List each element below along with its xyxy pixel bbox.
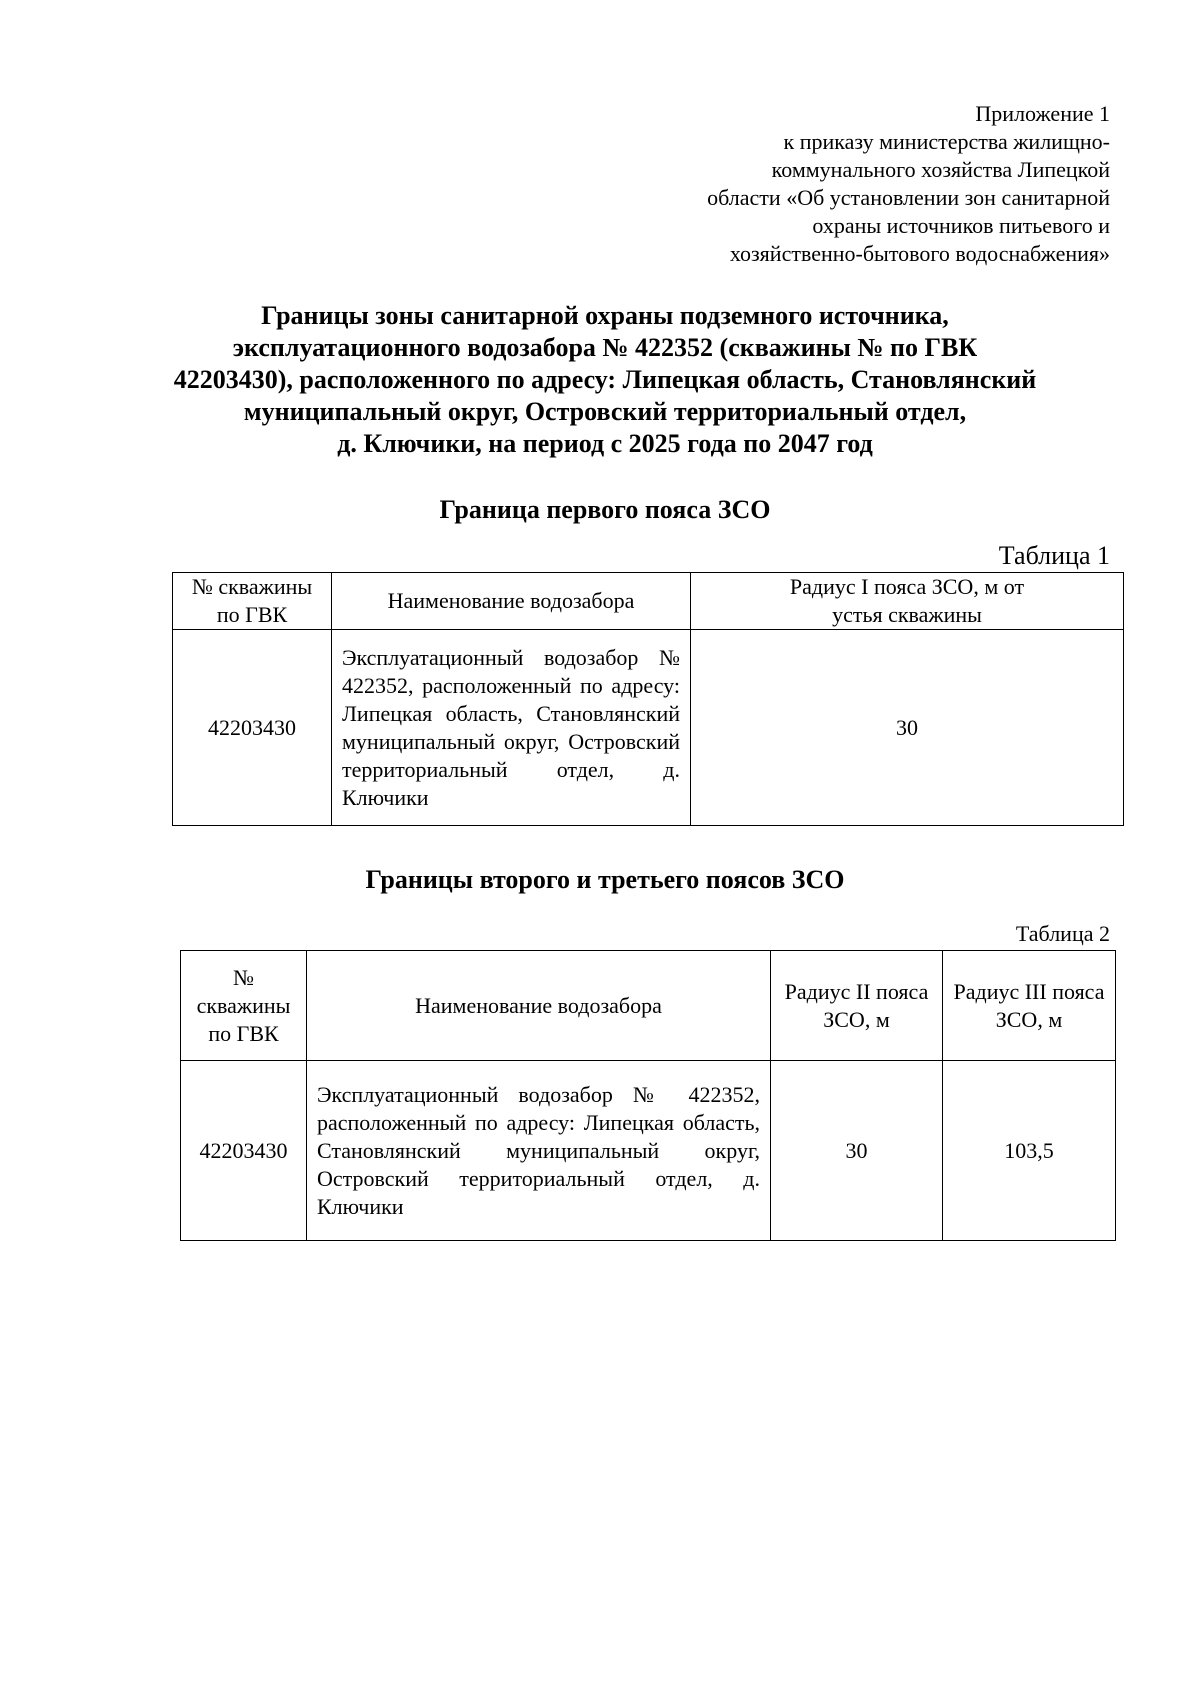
section2-title: Границы второго и третьего поясов ЗСО xyxy=(365,865,845,894)
appendix-line: охраны источников питьевого и xyxy=(812,213,1110,238)
title-line: муниципальный округ, Островский территориальный отдел, xyxy=(243,397,967,426)
title-line: 42203430), расположенного по адресу: Липецкая область, Становлянский xyxy=(173,365,1037,394)
table1-cell-name: Эксплуатационный водозабор № 422352, расположенный по адресу: Липецкая область, Становлянский муниципальный округ, Островский территориальный отдел, д. Ключики xyxy=(332,630,691,826)
title-line: д. Ключики, на период с 2025 года по 2047 год xyxy=(337,429,873,458)
table1-cell-well: 42203430 xyxy=(173,630,332,826)
table2-cell-radius2: 30 xyxy=(771,1061,943,1241)
table2-header-name: Наименование водозабора xyxy=(307,951,771,1061)
table-2 xyxy=(180,950,1116,1241)
table2-cell-well: 42203430 xyxy=(181,1061,307,1241)
table1-header-radius: Радиус I пояса ЗСО, м от устья скважины xyxy=(691,573,1124,630)
table-row xyxy=(173,630,1124,826)
table2-header-radius2: Радиус II пояса ЗСО, м xyxy=(771,951,943,1061)
table2-cell-name: Эксплуатационный водозабор № 422352, расположенный по адресу: Липецкая область, Становлянский муниципальный округ, Островский территориальный отдел, д. Ключики xyxy=(307,1061,771,1241)
section1-title: Граница первого пояса ЗСО xyxy=(439,495,771,524)
appendix-line: к приказу министерства жилищно- xyxy=(783,129,1110,154)
table1-header-well: № скважины по ГВК xyxy=(173,573,332,630)
table-row xyxy=(181,1061,1116,1241)
table2-header-row xyxy=(181,951,1116,1061)
table2-cell-radius3: 103,5 xyxy=(943,1061,1116,1241)
appendix-line: хозяйственно-бытового водоснабжения» xyxy=(729,241,1110,266)
title-line: Границы зоны санитарной охраны подземного источника, xyxy=(261,301,949,330)
appendix-line: области «Об установлении зон санитарной xyxy=(707,185,1110,210)
table-1 xyxy=(172,572,1124,826)
table1-cell-radius: 30 xyxy=(691,630,1124,826)
table1-header-row xyxy=(173,573,1124,630)
table2-header-well: № скважины по ГВК xyxy=(181,951,307,1061)
appendix-line: Приложение 1 xyxy=(975,101,1110,126)
appendix-line: коммунального хозяйства Липецкой xyxy=(771,157,1110,182)
title-line: эксплуатационного водозабора № 422352 (скважины № по ГВК xyxy=(232,333,978,362)
table2-header-radius3: Радиус III пояса ЗСО, м xyxy=(943,951,1116,1061)
table1-label: Таблица 1 xyxy=(998,541,1110,570)
table1-header-name: Наименование водозабора xyxy=(332,573,691,630)
appendix-block xyxy=(550,100,1110,268)
table2-label: Таблица 2 xyxy=(1015,921,1110,946)
document-title xyxy=(100,300,1110,460)
